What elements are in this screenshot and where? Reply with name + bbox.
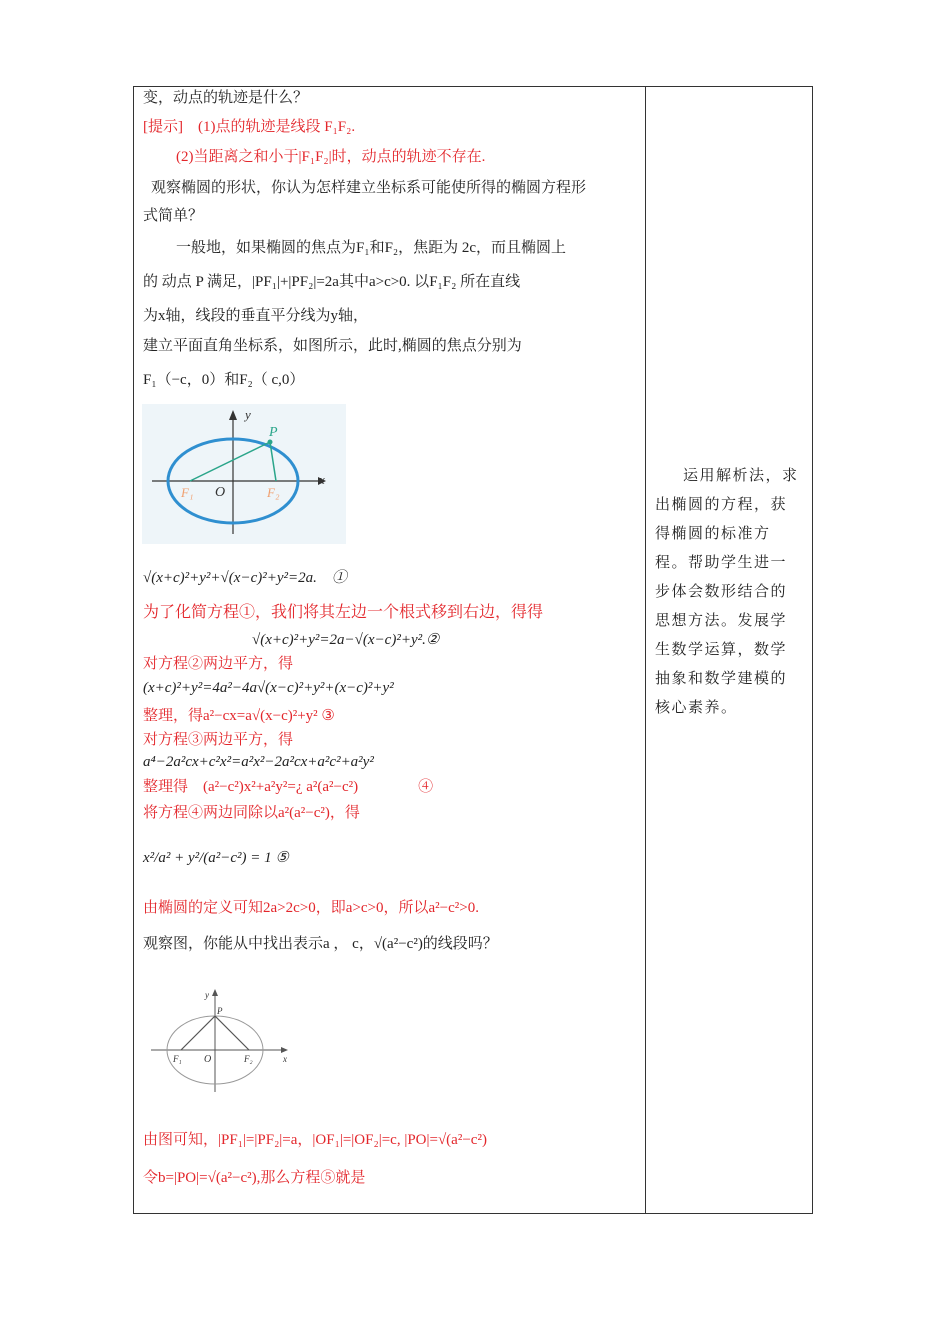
f2-label: F₂	[244, 1054, 253, 1064]
observe-line-1: 观察椭圆的形状，你认为怎样建立坐标系可能使所得的椭圆方程形	[151, 180, 587, 196]
equation-4: a⁴−2a²cx+c²x²=a²x²−2a²cx+a²c²+a²y²	[143, 754, 374, 770]
divide-step: 将方程④两边同除以a²(a²−c²)，得	[143, 805, 360, 821]
note-line: 步体会数形结合的	[655, 584, 788, 600]
general-line-2: 的 动点 P 满足，|PF₁|+|PF₂|=2a其中a>c>0. 以F₁F₂ 所在直线	[143, 274, 521, 290]
origin-label: O	[215, 485, 226, 500]
f2-label: F₂	[267, 485, 280, 500]
square-step-1: 对方程②两边平方，得	[143, 656, 294, 672]
segment-pf2	[215, 1016, 249, 1050]
x-axis-label: x	[319, 472, 325, 487]
note-line: 生数学运算，数学	[655, 642, 788, 658]
f1-label: F₁	[181, 485, 194, 500]
simplify-line: 为了化简方程①，我们将其左边一个根式移到右边，得得	[143, 604, 544, 621]
note-line: 得椭圆的标准方	[655, 526, 771, 542]
equation-3: (x+c)²+y²=4a²−4a√(x−c)²+y²+(x−c)²+y²	[143, 680, 394, 696]
foci-line: F₁（−c，0）和F₂（ c,0）	[143, 372, 305, 388]
square-step-2: 对方程③两边平方，得	[143, 732, 294, 748]
ellipse-figure-gray	[145, 984, 295, 1096]
note-line: 运用解析法，求	[683, 468, 799, 484]
general-line-3: 为x轴，线段的垂直平分线为y轴，	[143, 308, 369, 324]
column-divider	[645, 86, 646, 1214]
tidy-step-2: 整理得 (a²−c²)x²+a²y²=¿ a²(a²−c²) ④	[143, 779, 434, 795]
y-axis-label: y	[245, 407, 251, 422]
f1-label: F₁	[173, 1054, 182, 1064]
hint-1: [提示] (1)点的轨迹是线段 F₁F₂.	[143, 119, 356, 135]
note-line: 程。帮助学生进一	[655, 555, 788, 571]
segment-pf1	[181, 1016, 215, 1050]
y-axis-arrow	[212, 989, 218, 996]
find-segment-question: 观察图，你能从中找出表示a ， c，√(a²−c²)的线段吗？	[143, 936, 498, 952]
general-line-1: 一般地，如果椭圆的焦点为F₁和F₂，焦距为 2c，而且椭圆上	[176, 240, 567, 256]
hint-2: (2)当距离之和小于|F₁F₂|时，动点的轨迹不存在.	[176, 149, 486, 165]
general-line-4: 建立平面直角坐标系，如图所示，此时,椭圆的焦点分别为	[143, 338, 522, 354]
x-axis-label: x	[283, 1054, 287, 1064]
origin-label: O	[204, 1054, 212, 1065]
from-figure-line: 由图可知，|PF₁|=|PF₂|=a，|OF₁|=|OF₂|=c, |PO|=√(a²−c²)	[143, 1132, 487, 1148]
design-intent-note	[655, 462, 805, 723]
p-label: P	[217, 1006, 223, 1016]
question-tail: 变，动点的轨迹是什么？	[143, 90, 309, 106]
observe-line-2: 式简单？	[143, 208, 204, 224]
note-line: 抽象和数学建模的	[655, 671, 788, 687]
x-axis-arrow	[281, 1047, 288, 1053]
note-line: 思想方法。发展学	[655, 613, 788, 629]
equation-5: x²/a² + y²/(a²−c²) = 1 ⑤	[143, 850, 289, 866]
p-label: P	[269, 425, 278, 440]
let-b-line: 令b=|PO|=√(a²−c²),那么方程⑤就是	[143, 1170, 366, 1186]
point-p	[268, 440, 273, 445]
y-axis-label: y	[205, 990, 209, 1000]
note-line: 核心素养。	[655, 700, 738, 716]
ellipse-figure-color	[142, 404, 346, 544]
equation-1: √(x+c)²+y²+√(x−c)²+y²=2a. ①	[143, 570, 347, 586]
definition-line: 由椭圆的定义可知2a>2c>0，即a>c>0，所以a²−c²>0.	[143, 900, 479, 916]
equation-2: √(x+c)²+y²=2a−√(x−c)²+y².②	[252, 632, 440, 648]
tidy-step-1: 整理，得a²−cx=a√(x−c)²+y² ③	[143, 708, 335, 724]
note-line: 出椭圆的方程，获	[655, 497, 788, 513]
